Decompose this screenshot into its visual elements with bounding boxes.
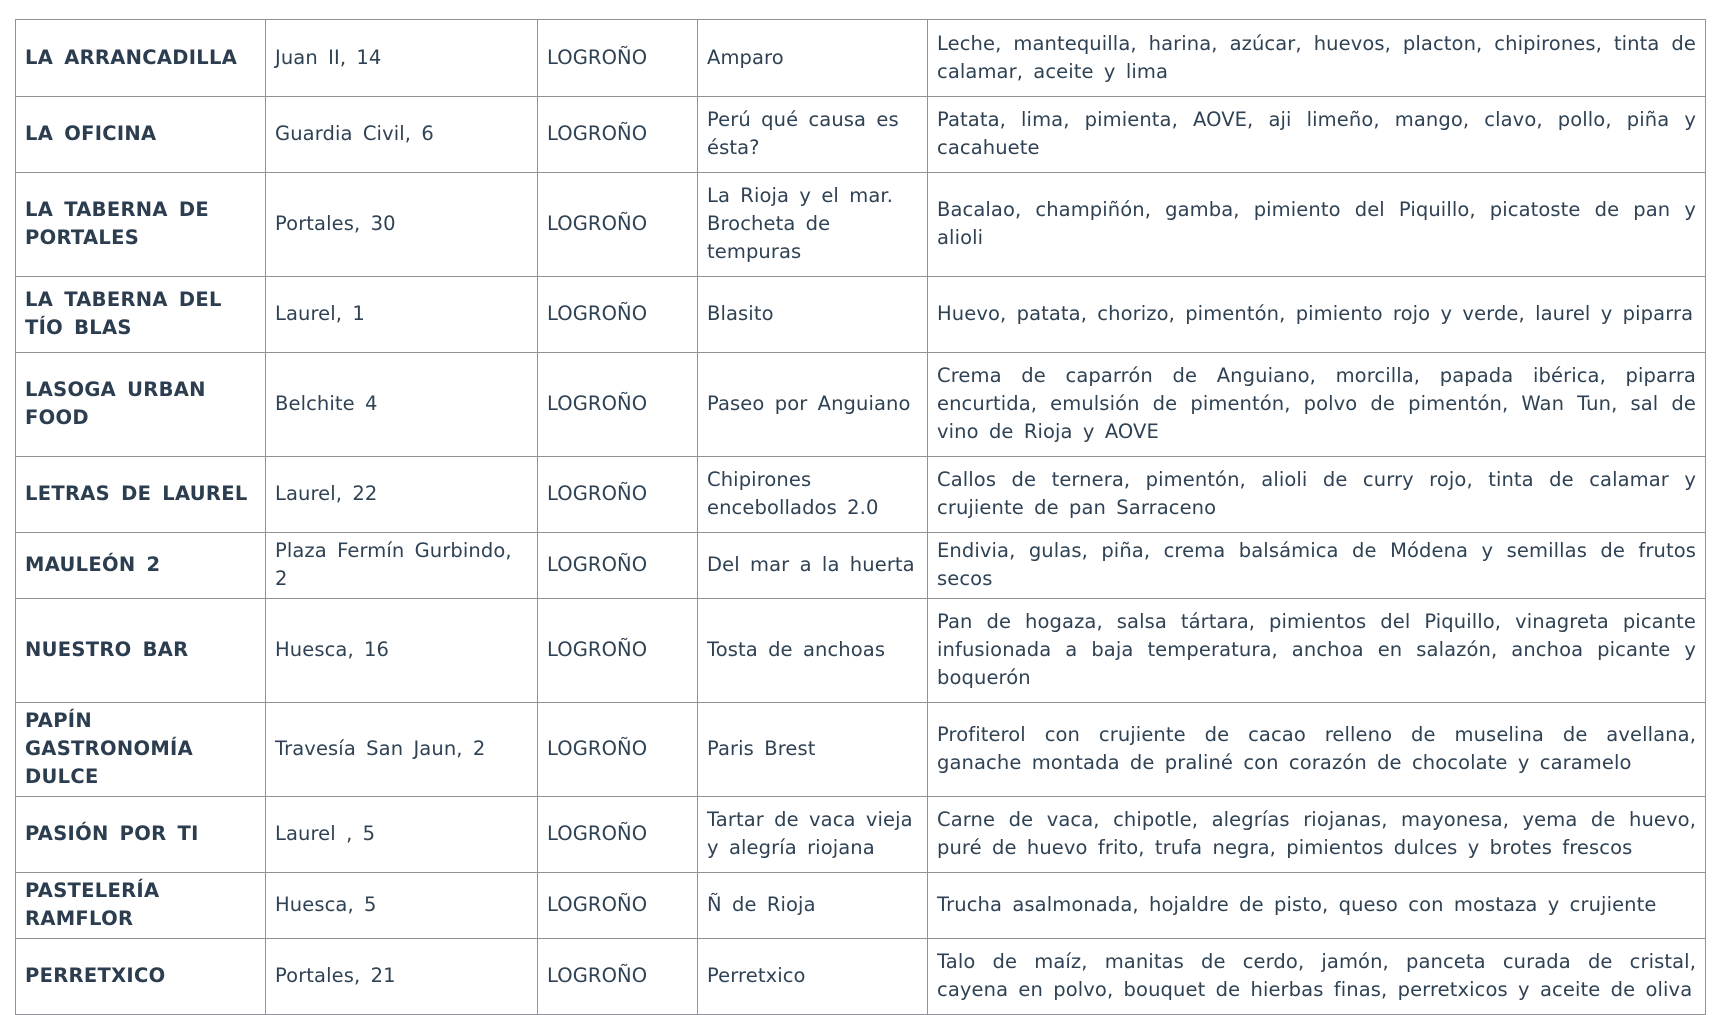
tapa-cell: Paris Brest [698,703,928,797]
address-cell: Portales, 21 [266,939,538,1015]
tapa-cell: Blasito [698,277,928,353]
ingredients-cell: Huevo, patata, chorizo, pimentón, pimiento rojo y verde, laurel y piparra [928,277,1706,353]
table-row [16,939,1706,1015]
city-cell: LOGROÑO [538,873,698,939]
tapa-cell: Perretxico [698,939,928,1015]
table-row [16,873,1706,939]
bar-name-cell: LA OFICINA [16,97,266,173]
ingredients-cell: Leche, mantequilla, harina, azúcar, huevos, placton, chipirones, tinta de calamar, aceite y lima [928,20,1706,97]
tapa-cell: La Rioja y el mar. Brocheta de tempuras [698,173,928,277]
tapa-cell: Amparo [698,20,928,97]
city-cell: LOGROÑO [538,173,698,277]
city-cell: LOGROÑO [538,97,698,173]
ingredients-cell: Talo de maíz, manitas de cerdo, jamón, panceta curada de cristal, cayena en polvo, bouquet de hierbas finas, perretxicos y aceite de oliva [928,939,1706,1015]
city-cell: LOGROÑO [538,939,698,1015]
city-cell: LOGROÑO [538,353,698,457]
bar-name-cell: PERRETXICO [16,939,266,1015]
address-cell: Laurel, 22 [266,457,538,533]
address-cell: Belchite 4 [266,353,538,457]
table-row [16,173,1706,277]
address-cell: Huesca, 5 [266,873,538,939]
table-row [16,797,1706,873]
ingredients-cell: Crema de caparrón de Anguiano, morcilla, papada ibérica, piparra encurtida, emulsión de pimentón, polvo de pimentón, Wan Tun, sal de vino de Rioja y AOVE [928,353,1706,457]
city-cell: LOGROÑO [538,457,698,533]
bar-name-cell: LA TABERNA DEL TÍO BLAS [16,277,266,353]
ingredients-cell: Bacalao, champiñón, gamba, pimiento del Piquillo, picatoste de pan y alioli [928,173,1706,277]
document-page [15,19,1705,1015]
table-row [16,97,1706,173]
ingredients-cell: Endivia, gulas, piña, crema balsámica de Módena y semillas de frutos secos [928,533,1706,599]
tapa-cell: Perú qué causa es ésta? [698,97,928,173]
address-cell: Travesía San Jaun, 2 [266,703,538,797]
tapa-cell: Tartar de vaca vieja y alegría riojana [698,797,928,873]
ingredients-cell: Carne de vaca, chipotle, alegrías riojanas, mayonesa, yema de huevo, puré de huevo frito, trufa negra, pimientos dulces y brotes frescos [928,797,1706,873]
table-row [16,703,1706,797]
address-cell: Laurel , 5 [266,797,538,873]
address-cell: Laurel, 1 [266,277,538,353]
address-cell: Guardia Civil, 6 [266,97,538,173]
tapa-cell: Chipirones encebollados 2.0 [698,457,928,533]
table-row [16,457,1706,533]
ingredients-cell: Profiterol con crujiente de cacao relleno de muselina de avellana, ganache montada de praliné con corazón de chocolate y caramelo [928,703,1706,797]
bar-name-cell: LASOGA URBAN FOOD [16,353,266,457]
tapa-cell: Del mar a la huerta [698,533,928,599]
address-cell: Huesca, 16 [266,599,538,703]
bar-name-cell: PASIÓN POR TI [16,797,266,873]
tapa-cell: Ñ de Rioja [698,873,928,939]
bar-name-cell: LA TABERNA DE PORTALES [16,173,266,277]
table-row [16,599,1706,703]
city-cell: LOGROÑO [538,20,698,97]
table-row [16,20,1706,97]
bar-name-cell: LETRAS DE LAUREL [16,457,266,533]
tapas-table [15,19,1706,1015]
tapa-cell: Paseo por Anguiano [698,353,928,457]
ingredients-cell: Pan de hogaza, salsa tártara, pimientos del Piquillo, vinagreta picante infusionada a baja temperatura, anchoa en salazón, anchoa picante y boquerón [928,599,1706,703]
bar-name-cell: MAULEÓN 2 [16,533,266,599]
ingredients-cell: Callos de ternera, pimentón, alioli de curry rojo, tinta de calamar y crujiente de pan Sarraceno [928,457,1706,533]
tapa-cell: Tosta de anchoas [698,599,928,703]
bar-name-cell: NUESTRO BAR [16,599,266,703]
city-cell: LOGROÑO [538,703,698,797]
address-cell: Portales, 30 [266,173,538,277]
city-cell: LOGROÑO [538,797,698,873]
city-cell: LOGROÑO [538,599,698,703]
ingredients-cell: Trucha asalmonada, hojaldre de pisto, queso con mostaza y crujiente [928,873,1706,939]
bar-name-cell: PASTELERÍA RAMFLOR [16,873,266,939]
table-row [16,277,1706,353]
table-row [16,533,1706,599]
bar-name-cell: LA ARRANCADILLA [16,20,266,97]
bar-name-cell: PAPÍN GASTRONOMÍA DULCE [16,703,266,797]
table-body [16,20,1706,1015]
address-cell: Plaza Fermín Gurbindo, 2 [266,533,538,599]
city-cell: LOGROÑO [538,277,698,353]
address-cell: Juan II, 14 [266,20,538,97]
ingredients-cell: Patata, lima, pimienta, AOVE, aji limeño, mango, clavo, pollo, piña y cacahuete [928,97,1706,173]
city-cell: LOGROÑO [538,533,698,599]
table-row [16,353,1706,457]
